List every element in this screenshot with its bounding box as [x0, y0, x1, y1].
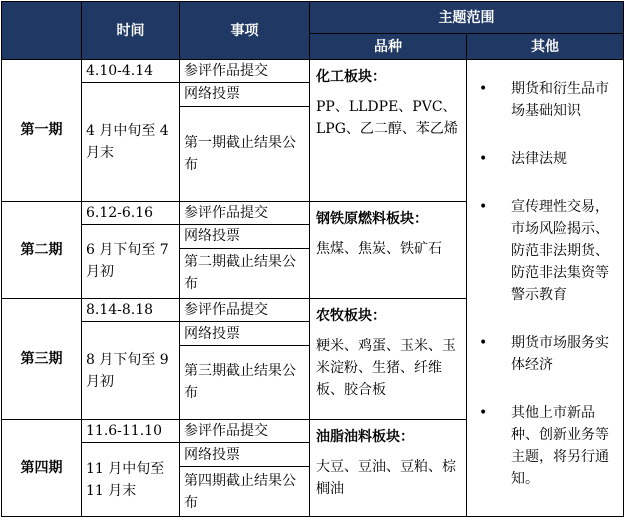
category-title: 化工板块：: [316, 69, 386, 85]
bullet-icon: •: [479, 199, 488, 215]
period-label: 第三期: [2, 298, 82, 419]
table-row: [2, 60, 624, 83]
category-title: 农牧板块：: [316, 307, 386, 324]
submit-item: 参评作品提交: [180, 60, 310, 83]
bullet-icon: •: [479, 335, 488, 351]
submit-item: 参评作品提交: [180, 419, 310, 443]
category-cell: [310, 419, 467, 516]
vote-time: 8 月下旬至 9 月初: [82, 322, 180, 420]
submit-date: 8.14-8.18: [82, 298, 180, 322]
list-item: [473, 332, 615, 376]
category-cell: [310, 201, 467, 298]
submit-item: 参评作品提交: [180, 201, 310, 225]
header-variety: 品种: [310, 34, 467, 60]
other-cell: [467, 60, 624, 517]
result-item: 第三期截止结果公布: [180, 345, 310, 419]
list-item: [473, 402, 615, 490]
category-title: 钢铁原燃料板块：: [316, 210, 428, 227]
category-title: 油脂油料板块：: [316, 428, 414, 445]
bullet-icon: •: [479, 81, 488, 97]
list-item: [473, 148, 615, 170]
vote-time: 6 月下旬至 7 月初: [82, 225, 180, 299]
bullet-icon: •: [479, 405, 488, 421]
other-list: [473, 78, 615, 490]
period-label: 第二期: [2, 201, 82, 298]
header-other: 其他: [467, 34, 624, 60]
other-item-text: 法律法规: [511, 151, 567, 167]
category-cell: [310, 60, 467, 202]
result-item: 第一期截止结果公布: [180, 106, 310, 201]
vote-item: 网络投票: [180, 443, 310, 467]
list-item: [473, 196, 615, 306]
header-matter: 事项: [180, 2, 310, 60]
other-item-text: 宣传理性交易，市场风险揭示、防范非法期货、防范非法集资等警示教育: [511, 199, 609, 303]
vote-time: 4 月中旬至 4 月末: [82, 83, 180, 202]
vote-item: 网络投票: [180, 83, 310, 107]
vote-time: 11 月中旬至 11 月末: [82, 443, 180, 517]
other-item-text: 期货市场服务实体经济: [511, 335, 609, 373]
period-label: 第一期: [2, 60, 82, 202]
category-items: 粳米、鸡蛋、玉米、玉米淀粉、生猪、纤维板、胶合板: [316, 337, 456, 398]
result-item: 第四期截止结果公布: [180, 467, 310, 517]
result-item: 第二期截止结果公布: [180, 248, 310, 298]
category-items: 焦煤、焦炭、铁矿石: [316, 240, 442, 257]
category-items: PP、LLDPE、PVC、LPG、乙二醇、苯乙烯: [316, 99, 458, 137]
schedule-table: [1, 1, 624, 517]
list-item: [473, 78, 615, 122]
category-cell: [310, 298, 467, 419]
submit-date: 6.12-6.16: [82, 201, 180, 225]
header-time: 时间: [82, 2, 180, 60]
submit-item: 参评作品提交: [180, 298, 310, 322]
header-blank: [2, 2, 82, 60]
bullet-icon: •: [479, 151, 488, 167]
vote-item: 网络投票: [180, 225, 310, 249]
category-items: 大豆、豆油、豆粕、棕榈油: [316, 458, 456, 497]
header-scope: 主题范围: [310, 2, 624, 34]
other-item-text: 其他上市新品种、创新业务等主题，将另行通知。: [511, 405, 609, 487]
period-label: 第四期: [2, 419, 82, 516]
submit-date: 11.6-11.10: [82, 419, 180, 443]
other-item-text: 期货和衍生品市场基础知识: [511, 81, 609, 119]
submit-date: 4.10-4.14: [82, 60, 180, 83]
vote-item: 网络投票: [180, 322, 310, 346]
